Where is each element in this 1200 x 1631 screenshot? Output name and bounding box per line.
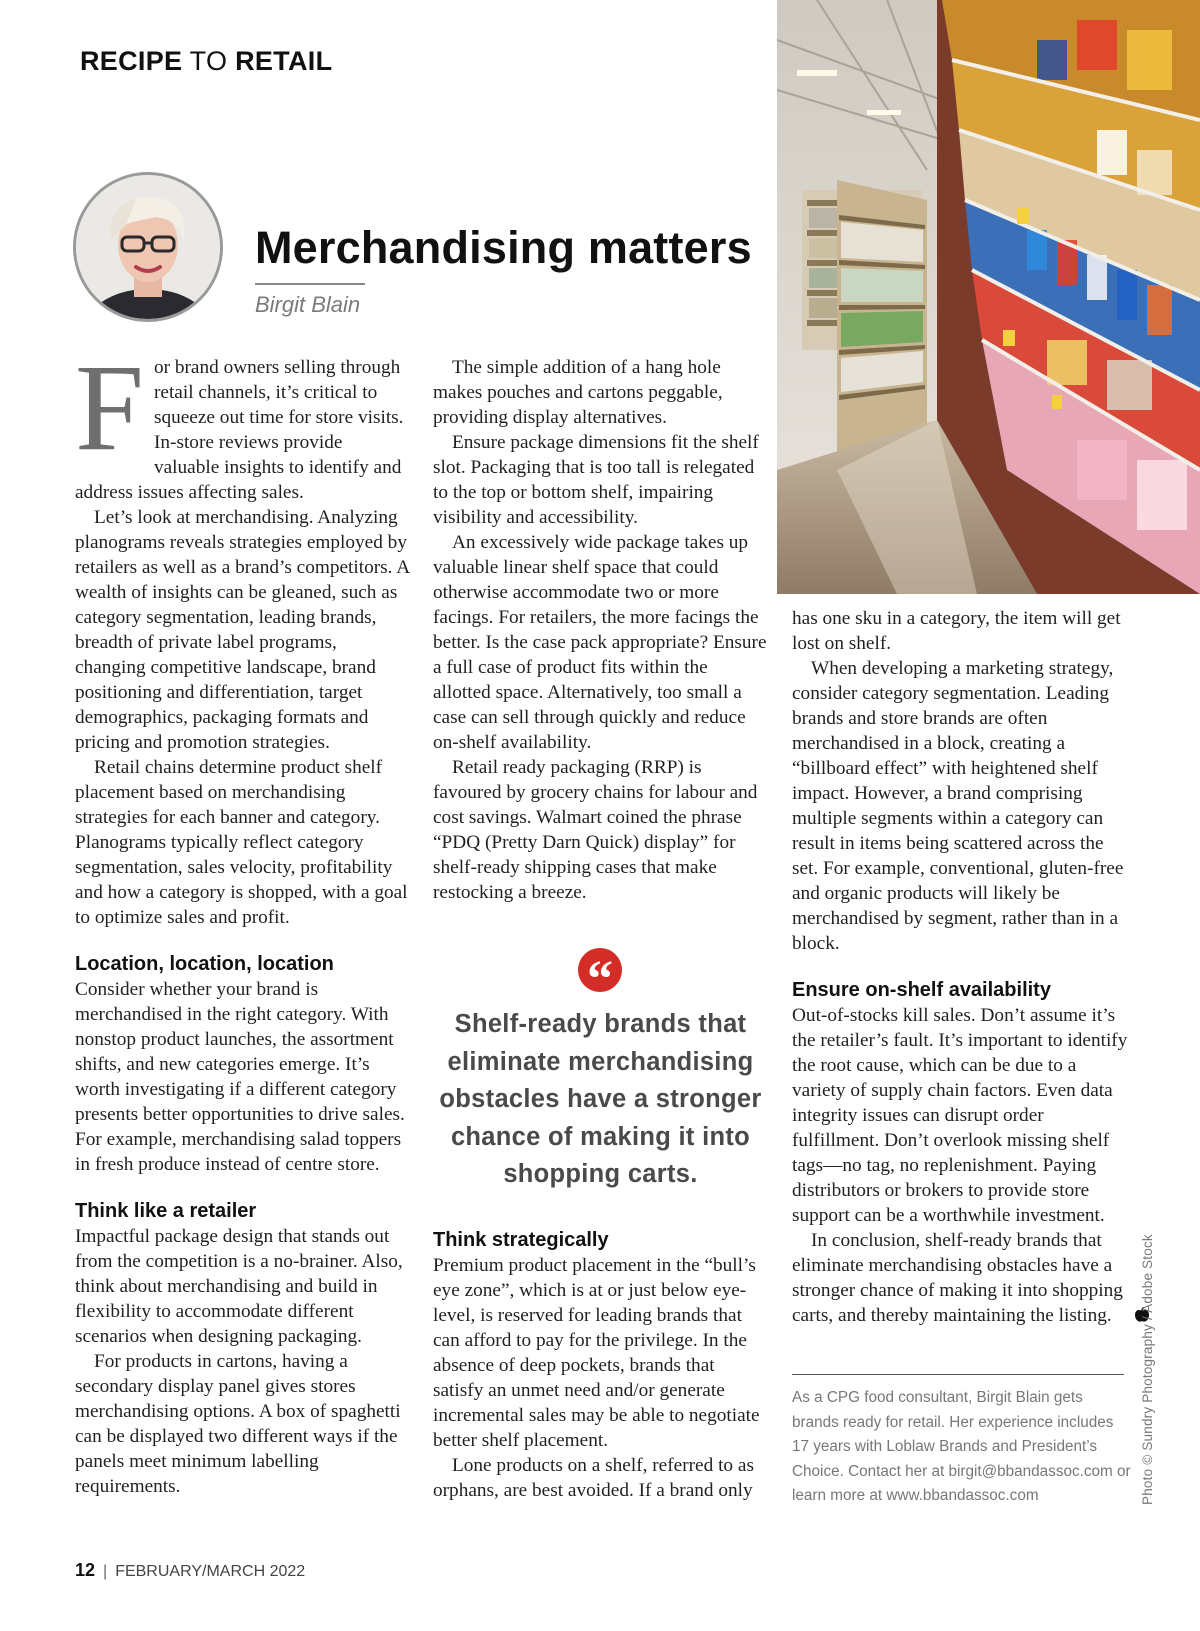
- pull-quote: Shelf-ready brands that eliminate merchandising obstacles have a stronger chance of making it into shopping carts.: [439, 1010, 762, 1188]
- intro-paragraph: [75, 339, 410, 505]
- bio-rule: [792, 1374, 1124, 1375]
- grocery-aisle-photo: [777, 0, 1200, 594]
- paragraph: Let’s look at merchandising. Analyzing planograms reveals strategies employed by retailers as well as a brand’s competitors. A wealth of insights can be gleaned, such as category segmentation, leading brands, breadth of private label programs, changing competitive landscape, brand positioning and differentiation, target demographics, packaging formats and pricing and promotion strategies.: [75, 507, 410, 753]
- section-label-recipe: RECIPE: [80, 46, 183, 76]
- column-1: [75, 339, 410, 1499]
- headline: Merchandising matters: [255, 222, 752, 273]
- paragraph: An excessively wide package takes up valuable linear shelf space that could otherwise accommodate two or more facings. For retailers, the more facings the better. Is the case pack appropriate? Ensure a full case of product fits within the allotted space. Alternatively, too small a case can sell through quickly and reduce on-shelf availability.: [433, 532, 767, 753]
- subhead-think-strategically: Think strategically: [433, 1229, 609, 1251]
- column-2: [433, 355, 768, 905]
- photo-credit: Photo © Sundry Photography / Adobe Stock: [1140, 1234, 1155, 1505]
- byline: Birgit Blain: [255, 292, 361, 317]
- paragraph: Out-of-stocks kill sales. Don’t assume it’s the retailer’s fault. It’s important to identify the root cause, which can be due to a variety of supply chain factors. Even data integrity issues can disrupt order fulfillment. Don’t overlook missing shelf tags—no tag, no replenishment. Paying distributors or brokers to provide store support can be a worthwhile investment.: [792, 1005, 1128, 1226]
- paragraph: Consider whether your brand is merchandised in the right category. With nonstop product launches, the assortment shifts, and new categories emerge. It’s worth investigating if a different category presents better opportunities to drive sales. For example, merchandising salad toppers in fresh produce instead of centre store.: [75, 979, 405, 1175]
- paragraph: The simple addition of a hang hole makes pouches and cartons peggable, providing display alternatives.: [433, 357, 723, 428]
- page-number: 12: [75, 1560, 96, 1580]
- section-label-retail: RETAIL: [235, 46, 333, 76]
- closing-text: In conclusion, shelf-ready brands that eliminate merchandising obstacles have a stronger chance of making it into shopping carts, and thereby maintaining the listing.: [792, 1230, 1123, 1326]
- column-2-lower: [433, 1228, 768, 1503]
- paragraph: Ensure package dimensions fit the shelf slot. Packaging that is too tall is relegated to the top or bottom shelf, impairing visibility and accessibility.: [433, 432, 759, 528]
- page-footer: [75, 1560, 305, 1581]
- paragraph: has one sku in a category, the item will get lost on shelf.: [792, 608, 1121, 654]
- paragraph: Lone products on a shelf, referred to as orphans, are best avoided. If a brand only: [433, 1455, 754, 1501]
- paragraph: When developing a marketing strategy, consider category segmentation. Leading brands and store brands are often merchandised in a block, creating a “billboard effect” with heightened shelf impact. However, a brand comprising multiple segments within a category can result in items being scattered across the set. For example, conventional, gluten-free and organic products will likely be merchandised by segment, rather than in a block.: [792, 658, 1124, 954]
- paragraph: Impactful package design that stands out from the competition is a no-brainer. Also, think about merchandising and build in flexibility to accommodate different scenarios when designing packaging.: [75, 1226, 403, 1347]
- apple-end-mark-icon: [1116, 1305, 1130, 1321]
- closing-paragraph: [792, 1228, 1132, 1328]
- subhead-think-like-retailer: Think like a retailer: [75, 1200, 257, 1222]
- subhead-location: Location, location, location: [75, 953, 334, 975]
- paragraph: For products in cartons, having a secondary display panel gives stores merchandising options. A box of spaghetti can be displayed two different ways if the panels meet minimum labelling requirements.: [75, 1351, 401, 1497]
- subhead-on-shelf-availability: Ensure on-shelf availability: [792, 979, 1051, 1001]
- column-3: [792, 606, 1132, 1328]
- paragraph: Premium product placement in the “bull’s eye zone”, which is at or just below eye-level, is reserved for leading brands that can afford to pay for the privilege. In the absence of deep pockets, brands that satisfy an unmet need and/or generate incremental sales may be able to negotiate better shelf placement.: [433, 1255, 760, 1451]
- author-portrait: [73, 172, 223, 322]
- paragraph: Retail chains determine product shelf placement based on merchandising strategies for each banner and category. Planograms typically reflect category segmentation, sales velocity, profitability and how a category is shopped, with a goal to optimize sales and profit.: [75, 757, 408, 928]
- drop-cap: F: [75, 339, 144, 476]
- paragraph: Retail ready packaging (RRP) is favoured by grocery chains for labour and cost savings. Walmart coined the phrase “PDQ (Pretty Darn Quick) display” for shelf-ready shipping cases that make restocking a breeze.: [433, 757, 758, 903]
- issue-date: FEBRUARY/MARCH 2022: [115, 1563, 306, 1580]
- footer-separator: |: [103, 1563, 108, 1580]
- section-label: [80, 46, 332, 77]
- author-bio: As a CPG food consultant, Birgit Blain gets brands ready for retail. Her experience includes 17 years with Loblaw Brands and President’s Choice. Contact her at birgit@bbandassoc.com or learn more at www.bbandassoc.com: [792, 1389, 1131, 1504]
- section-label-to: TO: [189, 46, 228, 76]
- intro-text: or brand owners selling through retail channels, it’s critical to squeeze out time for store visits. In-store reviews provide valuable insights to identify and address issues affecting sales.: [75, 357, 404, 503]
- quote-mark-icon: “: [578, 948, 622, 992]
- headline-rule: [255, 283, 365, 285]
